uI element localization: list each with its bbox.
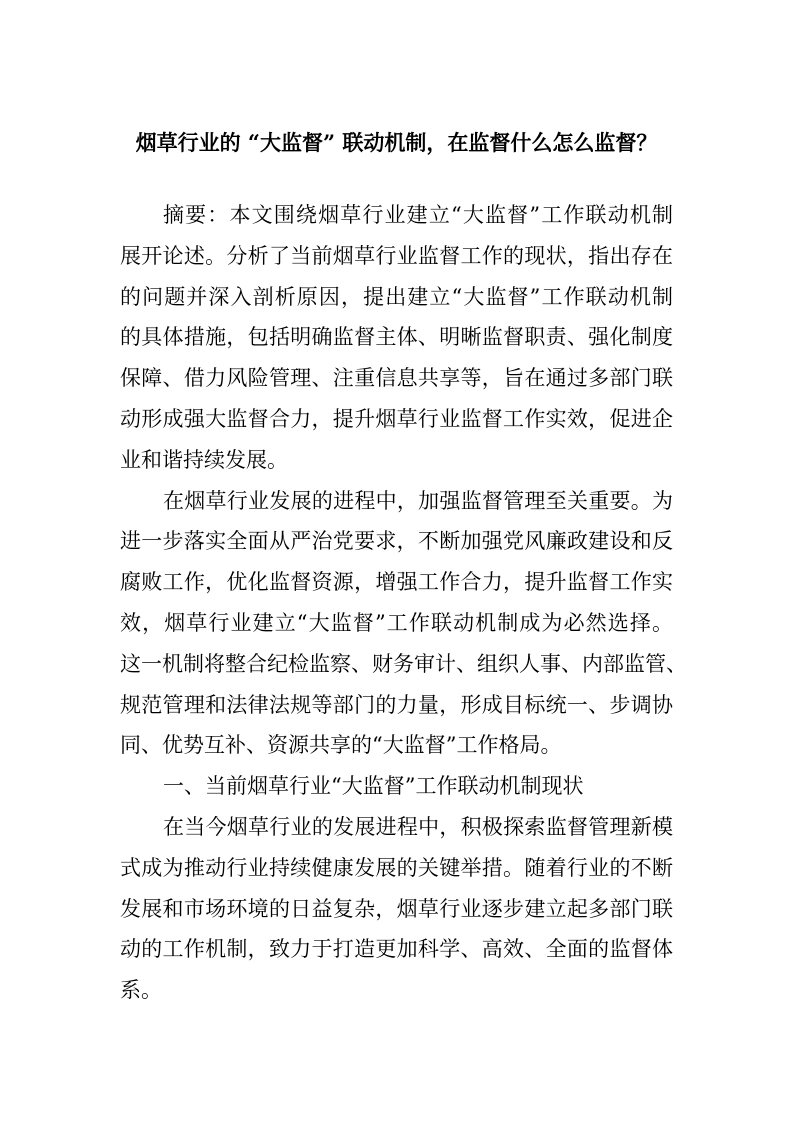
text-line: 动形成强大监督合力，提升烟草行业监督工作实效，促进企: [120, 406, 673, 431]
text-line: 效，烟草行业建立“大监督”工作联动机制成为必然选择。: [120, 610, 673, 635]
section-heading-text: 一、当前烟草行业“大监督”工作联动机制现状: [163, 774, 584, 799]
document-title: 烟草行业的 “大监督” 联动机制，在监督什么怎么监督？: [135, 130, 658, 155]
text-line: 腐败工作，优化监督资源，增强工作合力，提升监督工作实: [120, 570, 673, 595]
text-line: 系。: [120, 978, 162, 1003]
text-line: 发展和市场环境的日益复杂，烟草行业逐步建立起多部门联: [120, 896, 673, 921]
text-line: 进一步落实全面从严治党要求，不断加强党风廉政建设和反: [120, 529, 673, 554]
section-paragraph: [120, 807, 673, 1011]
section-heading: [120, 766, 673, 807]
abstract-paragraph: [120, 195, 673, 481]
text-line: 这一机制将整合纪检监察、财务审计、组织人事、内部监管、: [120, 651, 687, 676]
text-line: 在烟草行业发展的进程中，加强监督管理至关重要。为: [163, 488, 673, 513]
text-line: 的具体措施，包括明确监督主体、明晰监督职责、强化制度: [120, 325, 673, 350]
text-line: 动的工作机制，致力于打造更加科学、高效、全面的监督体: [120, 937, 673, 962]
text-line: 同、优势互补、资源共享的“大监督”工作格局。: [120, 733, 562, 758]
text-line: 保障、借力风险管理、注重信息共享等，旨在通过多部门联: [120, 366, 673, 391]
text-line: 式成为推动行业持续健康发展的关键举措。随着行业的不断: [120, 855, 673, 880]
document-body: [120, 195, 687, 1011]
text-line: 在当今烟草行业的发展进程中，积极探索监督管理新模: [163, 814, 673, 839]
text-line: 展开论述。分析了当前烟草行业监督工作的现状，指出存在: [120, 243, 673, 268]
text-line: 的问题并深入剖析原因，提出建立“大监督”工作联动机制: [120, 284, 673, 309]
text-line: 规范管理和法律法规等部门的力量，形成目标统一、步调协: [120, 692, 673, 717]
text-line: 摘要：本文围绕烟草行业建立“大监督”工作联动机制: [163, 203, 673, 227]
text-line: 业和谐持续发展。: [120, 447, 288, 472]
introduction-paragraph: [120, 481, 687, 767]
